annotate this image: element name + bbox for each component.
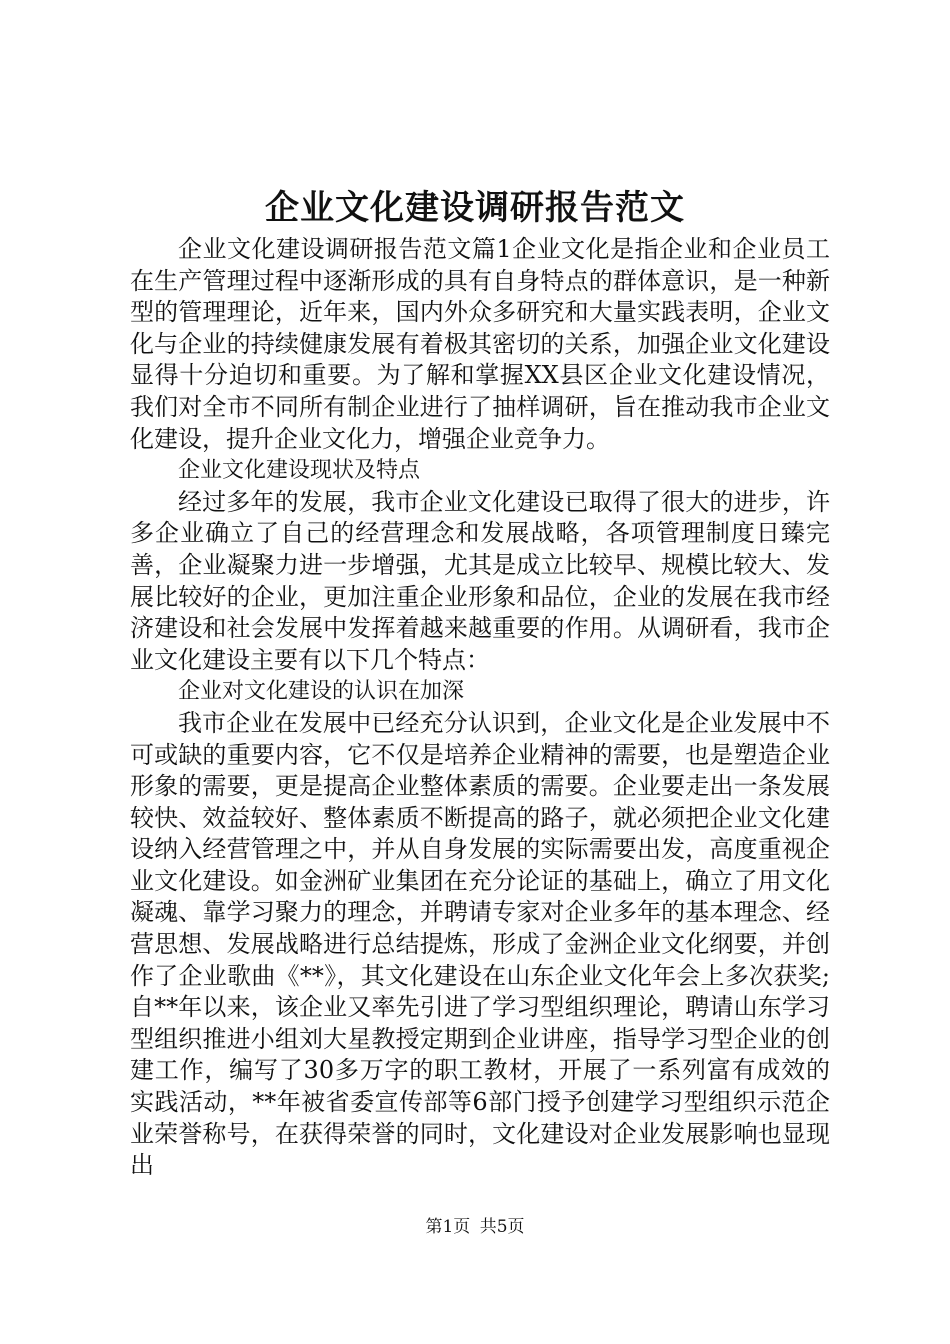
document-title: 企业文化建设调研报告范文 (265, 188, 685, 228)
page-total: 共5页 (479, 1217, 525, 1237)
body-paragraph: 企业文化建设调研报告范文篇1企业文化是指企业和企业员工在生产管理过程中逐渐形成的具有自身特点的群体意识，是一种新型的管理理论，近年来，国内外众多研究和大量实践表明，企业文化与企业的持续健康发展有着极其密切的关系，加强企业文化建设显得十分迫切和重要。为了解和掌握XX县区企业文化建设情况，我们对全市不同所有制企业进行了抽样调研，旨在推动我市企业文化建设，提升企业文化力，增强企业竞争力。 (130, 235, 830, 453)
body-paragraph: 经过多年的发展，我市企业文化建设已取得了很大的进步，许多企业确立了自己的经营理念和发展战略，各项管理制度日臻完善，企业凝聚力进一步增强，尤其是成立比较早、规模比较大、发展比较好的企业，更加注重企业形象和品位，企业的发展在我市经济建设和社会发展中发挥着越来越重要的作用。从调研看，我市企业文化建设主要有以下几个特点： (130, 487, 830, 674)
page-footer (0, 1216, 950, 1238)
page-number: 第1页 (425, 1217, 471, 1237)
section-heading: 企业对文化建设的认识在加深 (178, 679, 465, 705)
body-paragraph: 我市企业在发展中已经充分认识到，企业文化是企业发展中不可或缺的重要内容，它不仅是培养企业精神的需要，也是塑造企业形象的需要，更是提高企业整体素质的需要。企业要走出一条发展较快、效益较好、整体素质不断提高的路子，就必须把企业文化建设纳入经营管理之中，并从自身发展的实际需要出发，高度重视企业文化建设。如金洲矿业集团在充分论证的基础上，确立了用文化凝魂、靠学习聚力的理念，并聘请专家对企业多年的基本理念、经营思想、发展战略进行总结提炼，形成了金洲企业文化纲要，并创作了企业歌曲《**》，其文化建设在山东企业文化年会上多次获奖;自**年以来，该企业又率先引进了学习型组织理论，聘请山东学习型组织推进小组刘大星教授定期到企业讲座，指导学习型企业的创建工作，编写了30多万字的职工教材，开展了一系列富有成效的实践活动，**年被省委宣传部等6部门授予创建学习型组织示范企业荣誉称号，在获得荣誉的同时，文化建设对企业发展影响也显现出 (130, 708, 830, 1180)
document-body (130, 234, 830, 1182)
section-heading: 企业文化建设现状及特点 (178, 458, 421, 484)
